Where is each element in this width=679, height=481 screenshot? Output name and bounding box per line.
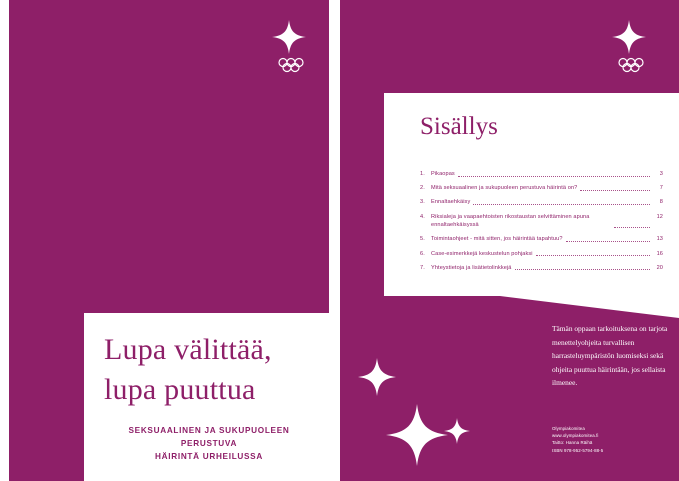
cover-title-line-1: Lupa välittää, xyxy=(104,333,272,366)
toc-leader-dots xyxy=(536,250,650,256)
olympic-rings-icon xyxy=(278,57,304,73)
toc-title: Yhteystietoja ja lisätietolinkkejä xyxy=(431,264,512,271)
toc-leader-dots xyxy=(580,185,650,191)
cover-page xyxy=(0,0,329,481)
toc-title: Pikaopas xyxy=(431,171,455,177)
imprint-isbn: ISBN 978-952-5794-88-5 xyxy=(552,447,604,453)
toc-title: Ennaltaehkäisy xyxy=(431,199,471,206)
list-item[interactable] xyxy=(420,184,663,193)
toc-page-number: 8 xyxy=(659,199,663,206)
four-point-star-icon xyxy=(272,20,306,54)
toc-page-number: 7 xyxy=(659,185,663,192)
toc-number: 3. xyxy=(420,199,425,206)
list-item[interactable] xyxy=(420,235,663,244)
intro-blurb: Tämän oppaan tarkoituksena on tarjota menettelyohjeita turvallisen harrasteluympäristön luomiseksi sekä ohjeita puuttua häirintään, jos sellaista ilmenee. xyxy=(552,324,668,387)
toc-page-number: 16 xyxy=(656,250,663,257)
toc-number: 7. xyxy=(420,264,425,271)
toc-leader-dots xyxy=(614,222,650,228)
cover-subtitle-line-2: HÄIRINTÄ URHEILUSSA xyxy=(155,452,263,461)
toc-page-number: 20 xyxy=(656,264,663,271)
toc-title: Case-esimerkkejä keskustelun pohjaksi xyxy=(431,250,533,257)
toc-page-number: 13 xyxy=(656,236,663,243)
olympic-rings-icon xyxy=(618,57,644,73)
toc-number: 1. xyxy=(420,171,425,177)
toc-page-number: 12 xyxy=(656,213,663,220)
imprint-layout-credit: Taitto: Hanna Räihä xyxy=(552,440,593,446)
toc-title: Riksialeja ja vaapaehtoisten rikostaustan selvittäminen apuna ennaltaehkäisyssä xyxy=(431,213,590,229)
toc-leader-dots xyxy=(566,236,650,242)
toc-leader-dots xyxy=(515,264,650,270)
four-point-star-icon xyxy=(612,20,646,54)
imprint-publisher: Olympiakomitea xyxy=(552,426,585,431)
imprint-website: www.olympiakomitea.fi xyxy=(552,433,599,439)
four-point-star-icon xyxy=(358,358,396,396)
four-point-star-icon xyxy=(444,418,470,444)
toc-number: 6. xyxy=(420,250,425,257)
list-item[interactable] xyxy=(420,170,663,179)
list-item[interactable] xyxy=(420,198,663,207)
imprint-block xyxy=(552,425,672,454)
table-of-contents xyxy=(420,170,663,278)
cover-title-line-2: lupa puuttua xyxy=(104,373,256,406)
contents-heading: Sisällys xyxy=(420,113,498,140)
toc-leader-dots xyxy=(458,171,650,177)
four-point-star-icon xyxy=(386,404,448,466)
toc-leader-dots xyxy=(473,199,650,205)
list-item[interactable] xyxy=(420,213,663,230)
page-title xyxy=(104,330,329,410)
toc-number: 2. xyxy=(420,185,425,192)
cover-left-edge-band xyxy=(0,0,9,481)
toc-title: Toimintaohjeet - mitä sitten, jos häirintää tapahtuu? xyxy=(431,236,563,243)
cover-subtitle-line-1: SEKSUAALINEN JA SUKUPUOLEEN PERUSTUVA xyxy=(128,426,290,448)
list-item[interactable] xyxy=(420,264,663,273)
toc-number: 4. xyxy=(420,213,425,220)
toc-title: Mitä seksuaalinen ja sukupuoleen perustuva häirintä on? xyxy=(431,185,578,192)
contents-page xyxy=(340,0,679,481)
list-item[interactable] xyxy=(420,250,663,259)
cover-subtitle xyxy=(104,424,314,463)
toc-page-number: 3 xyxy=(659,171,663,177)
toc-number: 5. xyxy=(420,236,425,243)
